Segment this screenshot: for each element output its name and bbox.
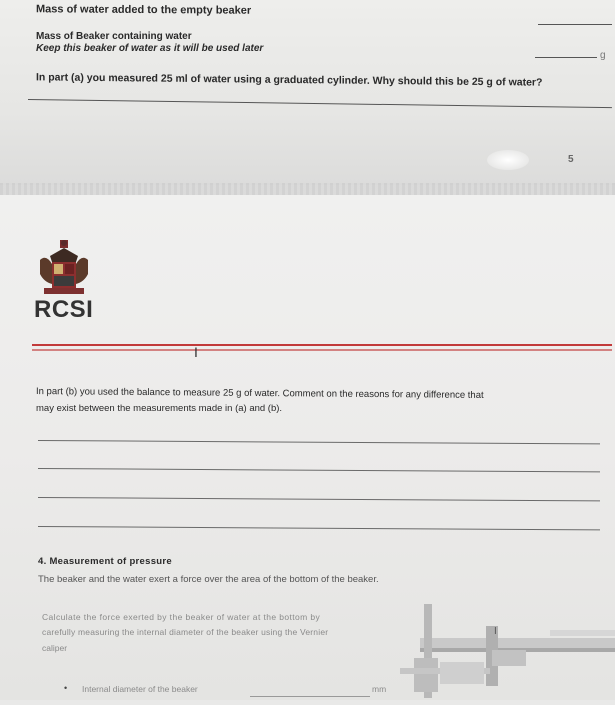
svg-text:I: I (494, 626, 497, 637)
question-b-line1: In part (b) you used the balance to measure 25 g of water. Comment on the reasons for any difference that (36, 386, 484, 401)
question-b-line2: may exist between the measurements made in (a) and (b). (36, 403, 283, 414)
light-glare (487, 150, 529, 170)
unit-mm: mm (372, 684, 387, 694)
calc-line-1: Calculate the force exerted by the beaker of water at the bottom by (42, 612, 321, 622)
mass-water-added-label: Mass of water added to the empty beaker (36, 3, 252, 17)
diameter-answer-blank[interactable] (250, 696, 370, 697)
marks-value: 5 (568, 154, 574, 165)
bullet-icon: • (64, 683, 68, 693)
text-cursor-icon: I (194, 344, 198, 360)
calc-line-3: caliper (42, 643, 68, 653)
section-4-heading: 4. Measurement of pressure (38, 556, 172, 567)
keep-beaker-note: Keep this beaker of water as it will be used later (36, 43, 264, 54)
header-rule-red (32, 344, 612, 346)
calc-line-2: carefully measuring the internal diameter of the beaker using the Vernier (42, 627, 329, 637)
section-4-intro: The beaker and the water exert a force over the area of the bottom of the beaker. (38, 574, 379, 585)
internal-diameter-label: Internal diameter of the beaker (82, 684, 198, 694)
vernier-caliper-illustration (400, 598, 615, 705)
answer-blank-1[interactable] (538, 24, 612, 25)
question-a: In part (a) you measured 25 ml of water using a graduated cylinder. Why should this be 25 g of water? (36, 71, 543, 89)
header-rule-red-2 (32, 349, 612, 351)
mass-beaker-water-label: Mass of Beaker containing water (36, 31, 192, 42)
rcsi-logo-text: RCSI (34, 296, 94, 323)
unit-fragment: g (600, 50, 606, 61)
answer-blank-2[interactable] (535, 57, 597, 58)
rcsi-crest-logo (36, 240, 96, 303)
